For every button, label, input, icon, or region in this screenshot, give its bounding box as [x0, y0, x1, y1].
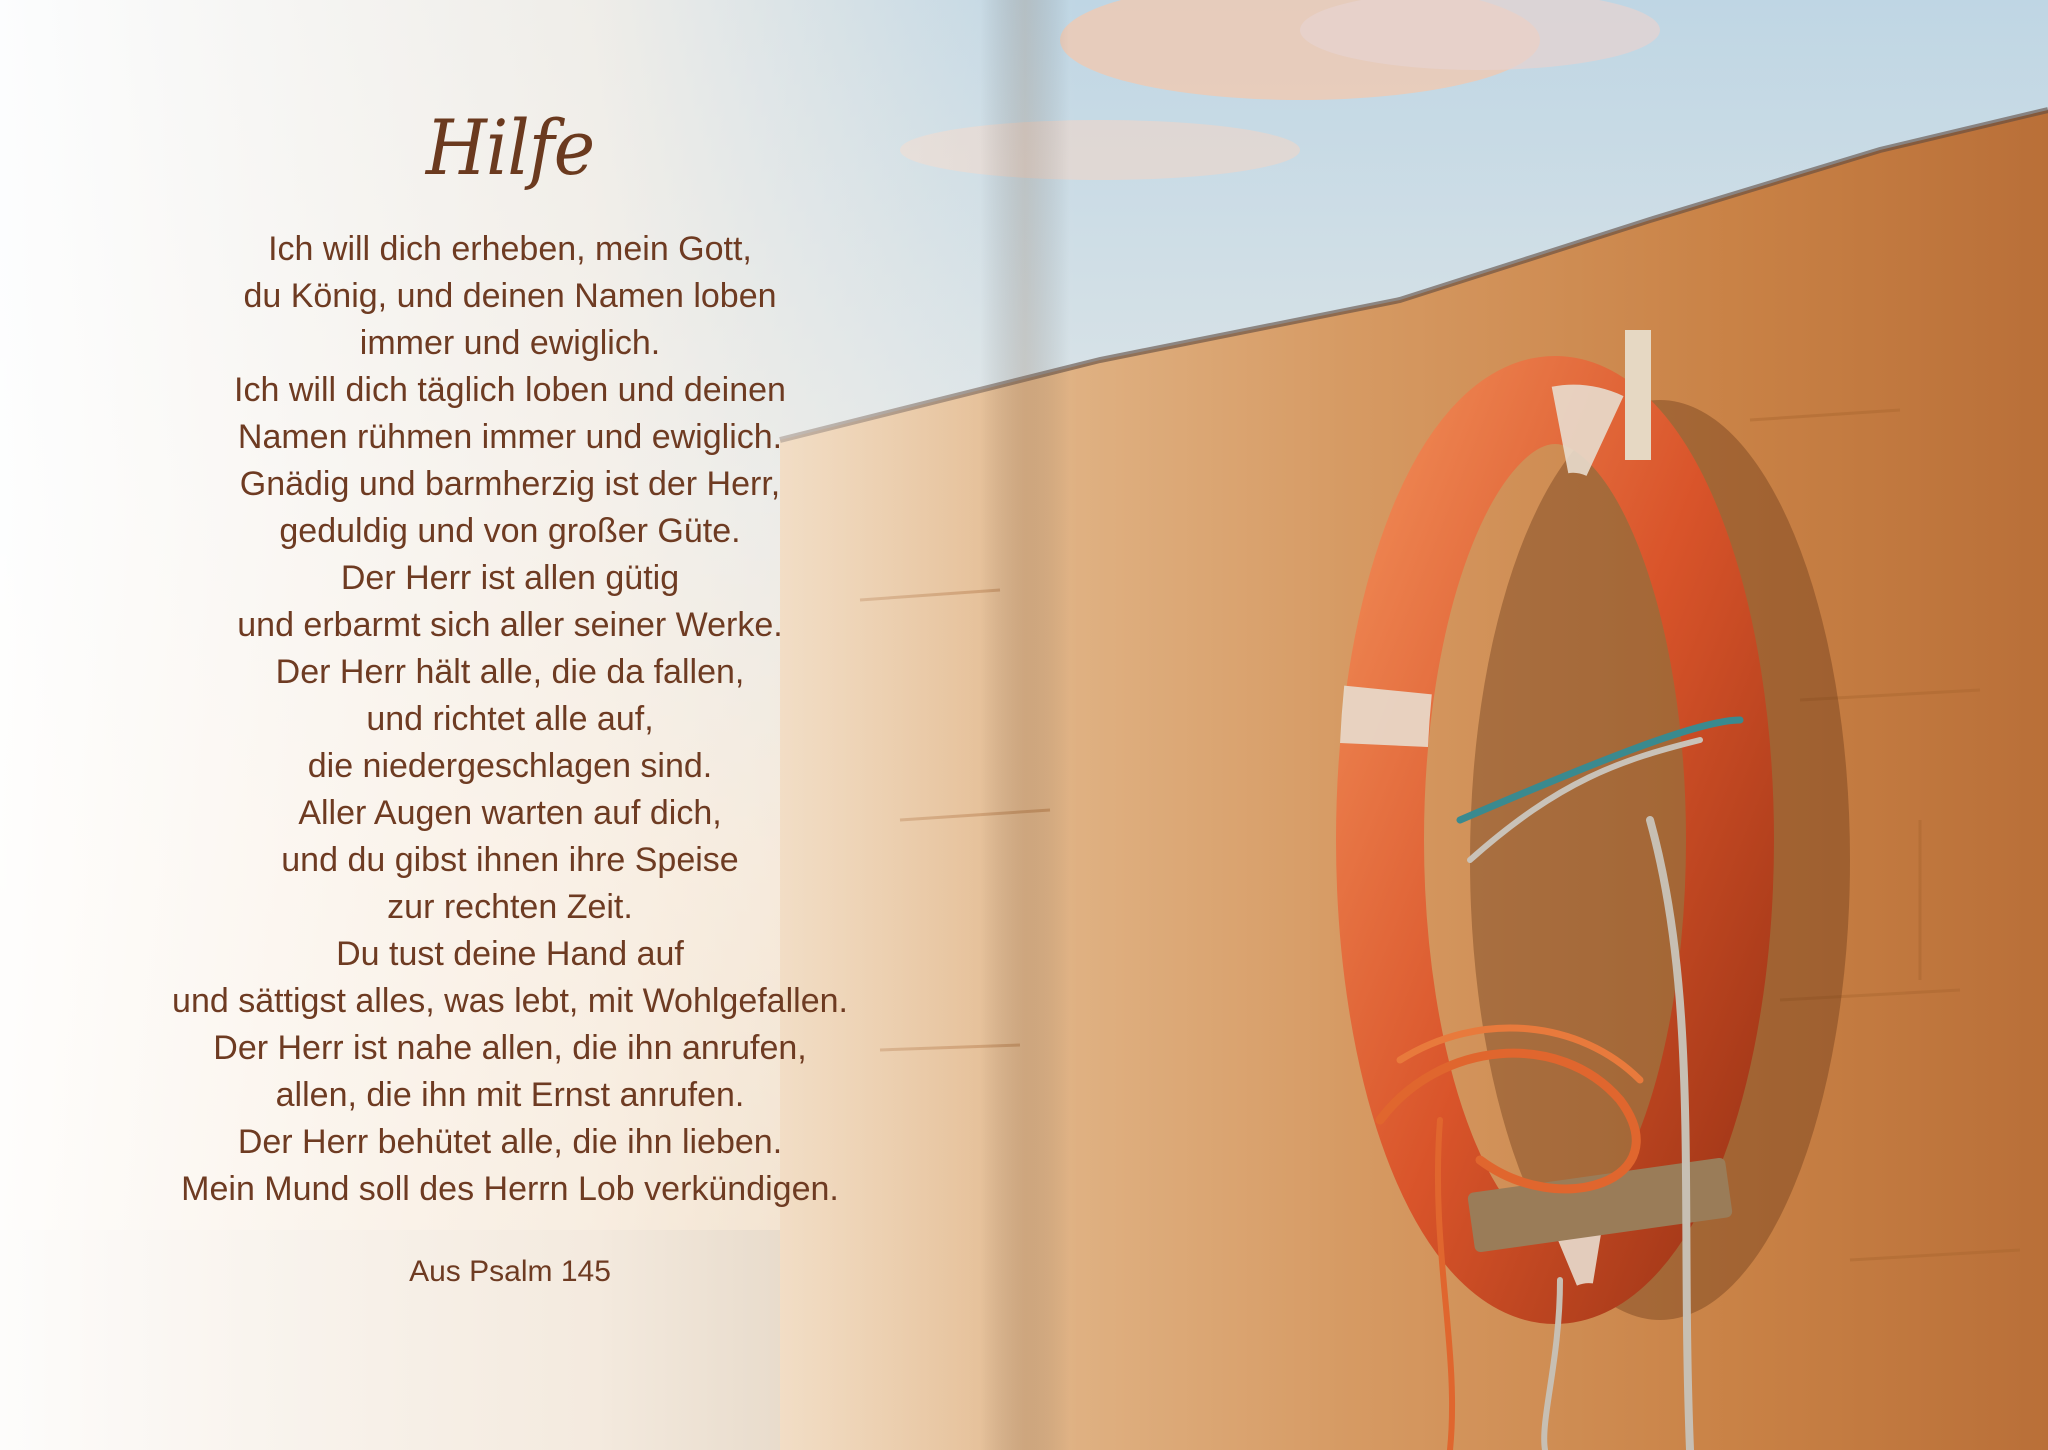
verse-line: Namen rühmen immer und ewiglich. — [237, 418, 783, 456]
verse-line: zur rechten Zeit. — [387, 888, 633, 926]
verse-line: Aller Augen warten auf dich, — [298, 794, 722, 832]
page-title: Hilfe — [425, 103, 595, 192]
psalm-text-panel — [40, 103, 980, 1289]
source-citation: Aus Psalm 145 — [409, 1255, 611, 1288]
verse-line: Der Herr ist nahe allen, die ihn anrufen, — [213, 1029, 807, 1067]
verse-line: allen, die ihn mit Ernst anrufen. — [275, 1076, 745, 1114]
psalm-verses — [40, 226, 980, 1213]
verse-line: und richtet alle auf, — [366, 700, 654, 738]
verse-line: Du tust deine Hand auf — [336, 935, 684, 973]
verse-line: Ich will dich erheben, mein Gott, — [268, 230, 752, 268]
verse-line: Der Herr ist allen gütig — [340, 559, 680, 597]
verse-line: und erbarmt sich aller seiner Werke. — [237, 606, 783, 644]
verse-line: geduldig und von großer Güte. — [279, 512, 741, 550]
verse-line: du König, und deinen Namen loben — [243, 277, 777, 315]
verse-line: die niedergeschlagen sind. — [307, 747, 713, 785]
verse-line: immer und ewiglich. — [359, 324, 661, 362]
verse-line: und sättigst alles, was lebt, mit Wohlgefallen. — [172, 982, 848, 1020]
verse-line: Ich will dich täglich loben und deinen — [234, 371, 786, 409]
verse-line: Mein Mund soll des Herrn Lob verkündigen. — [181, 1170, 839, 1208]
verse-line: und du gibst ihnen ihre Speise — [281, 841, 739, 879]
verse-line: Der Herr hält alle, die da fallen, — [275, 653, 745, 691]
verse-line: Der Herr behütet alle, die ihn lieben. — [237, 1123, 783, 1161]
verse-line: Gnädig und barmherzig ist der Herr, — [239, 465, 781, 503]
